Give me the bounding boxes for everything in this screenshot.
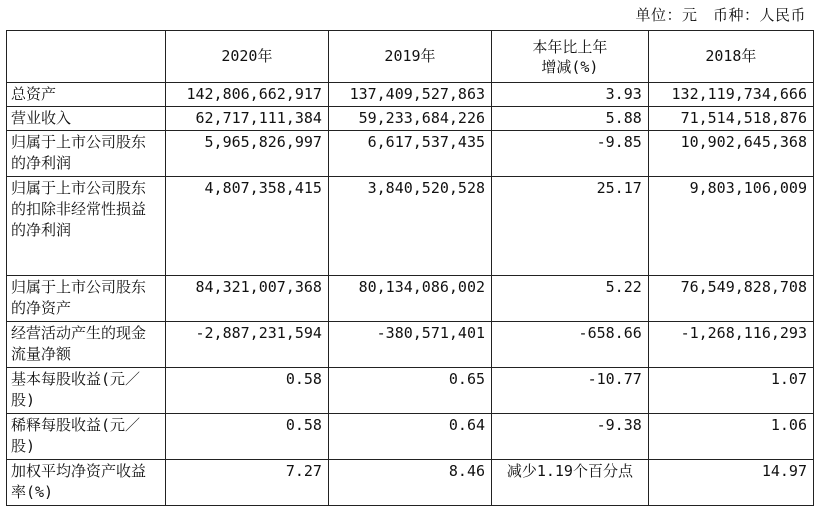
row-label: 归属于上市公司股东的扣除非经常性损益的净利润 (7, 177, 166, 276)
value-2020: 5,965,826,997 (165, 131, 328, 177)
table-row (7, 83, 814, 107)
table-row (7, 414, 814, 460)
header-change-text: 本年比上年 增减(%) (532, 37, 608, 76)
value-2019: 3,840,520,528 (328, 177, 491, 276)
header-blank (7, 31, 166, 83)
table-row (7, 322, 814, 368)
value-change: 3.93 (492, 83, 649, 107)
row-label: 基本每股收益(元／股) (7, 368, 166, 414)
value-change: -10.77 (492, 368, 649, 414)
value-2020: 142,806,662,917 (165, 83, 328, 107)
value-2020: 7.27 (165, 460, 328, 506)
row-label: 营业收入 (7, 107, 166, 131)
table-row (7, 107, 814, 131)
header-2020: 2020年 (165, 31, 328, 83)
table-header-row (7, 31, 814, 83)
row-label: 归属于上市公司股东的净资产 (7, 276, 166, 322)
value-2018: 76,549,828,708 (648, 276, 813, 322)
value-2020: 0.58 (165, 414, 328, 460)
value-2018: 1.06 (648, 414, 813, 460)
value-2018: -1,268,116,293 (648, 322, 813, 368)
value-2018: 1.07 (648, 368, 813, 414)
row-label: 稀释每股收益(元／股) (7, 414, 166, 460)
value-2019: 137,409,527,863 (328, 83, 491, 107)
value-change: 25.17 (492, 177, 649, 276)
value-2019: 0.64 (328, 414, 491, 460)
value-2020: 62,717,111,384 (165, 107, 328, 131)
value-2019: 8.46 (328, 460, 491, 506)
table-row (7, 131, 814, 177)
value-change: 5.22 (492, 276, 649, 322)
value-2019: 59,233,684,226 (328, 107, 491, 131)
value-2019: 80,134,086,002 (328, 276, 491, 322)
value-2019: 6,617,537,435 (328, 131, 491, 177)
row-label: 归属于上市公司股东的净利润 (7, 131, 166, 177)
value-change: 5.88 (492, 107, 649, 131)
row-label: 经营活动产生的现金流量净额 (7, 322, 166, 368)
header-2018: 2018年 (648, 31, 813, 83)
table-row (7, 368, 814, 414)
value-change: 减少1.19个百分点 (492, 460, 649, 506)
value-2018: 132,119,734,666 (648, 83, 813, 107)
financial-summary-table (6, 30, 814, 506)
value-2019: 0.65 (328, 368, 491, 414)
value-2020: 4,807,358,415 (165, 177, 328, 276)
value-2020: 0.58 (165, 368, 328, 414)
table-row (7, 460, 814, 506)
row-label: 加权平均净资产收益率(%) (7, 460, 166, 506)
table-row (7, 177, 814, 276)
row-label: 总资产 (7, 83, 166, 107)
value-2020: -2,887,231,594 (165, 322, 328, 368)
value-2018: 9,803,106,009 (648, 177, 813, 276)
unit-currency-note: 单位：元 币种：人民币 (635, 6, 806, 24)
table-row (7, 276, 814, 322)
header-2019: 2019年 (328, 31, 491, 83)
value-2018: 71,514,518,876 (648, 107, 813, 131)
value-change: -9.85 (492, 131, 649, 177)
value-2019: -380,571,401 (328, 322, 491, 368)
value-2018: 14.97 (648, 460, 813, 506)
value-2020: 84,321,007,368 (165, 276, 328, 322)
value-change: -658.66 (492, 322, 649, 368)
header-change (492, 31, 649, 83)
value-2018: 10,902,645,368 (648, 131, 813, 177)
value-change: -9.38 (492, 414, 649, 460)
